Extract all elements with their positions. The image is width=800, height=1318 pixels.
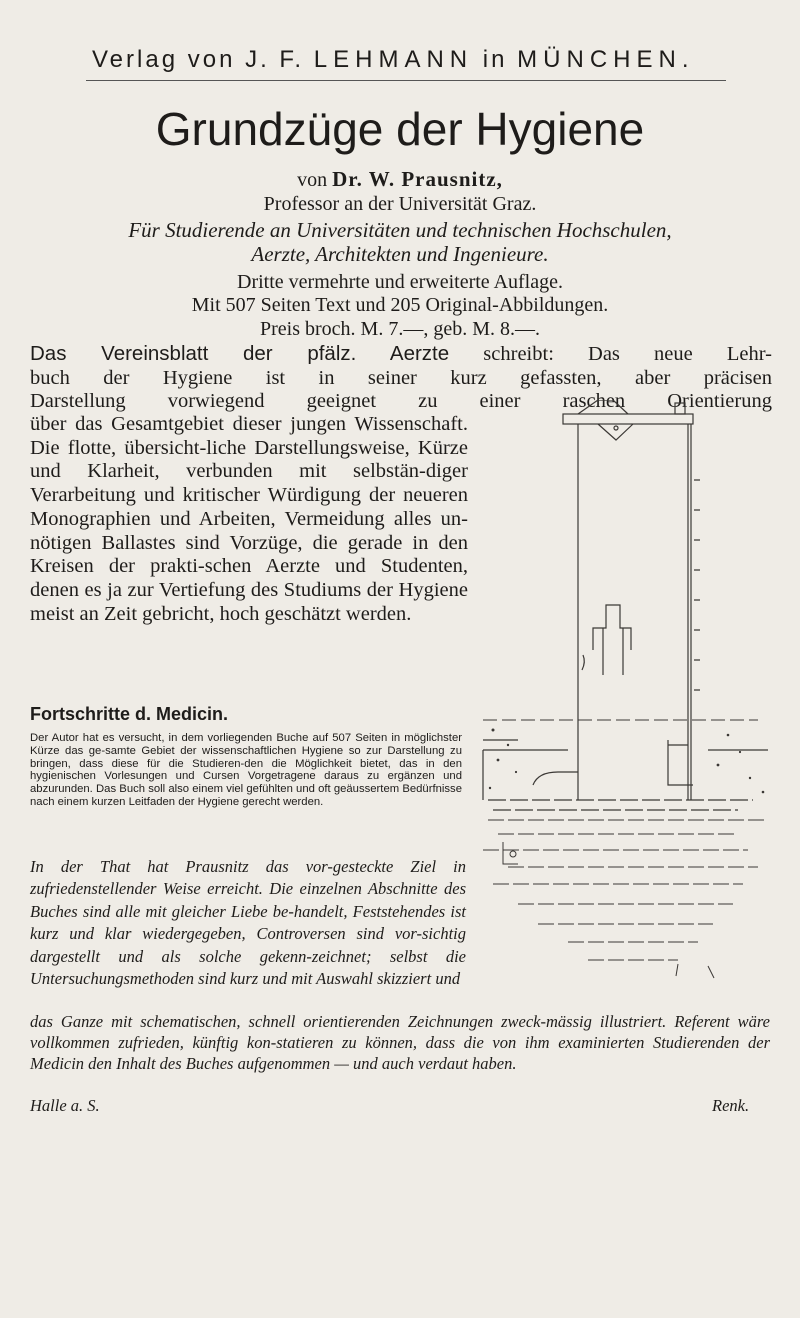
well-cover [563,414,693,424]
author-line [0,167,800,192]
well-opening [614,426,618,430]
book-title: Grundzüge der Hygiene [155,103,645,155]
review-1-source: Das Vereinsblatt der pfälz. Aerzte [30,342,450,365]
author-position: Professor an der Universität Graz. [263,193,537,215]
publisher-line [92,46,712,74]
publisher-rule [86,80,726,81]
review-1-body: über das Gesamtgebiet dieser jungen Wissenschaft. Die flotte, übersicht-liche Darstellungsweise, Kürze und Klarheit, verbunden mit selbstän-diger Verarbeitung und kritischer Würdigung der neueren Monographien und Arbeiten, Vermeidung alles un-nötigen Ballastes sind Vorzüge, die gerade in den Kreisen der prakti-schen Aerzte und Studenten, denen es ja zur Vertiefung des Studiums der Hygiene meist an Zeit gebricht, hoch geschätzt werden. [30,413,468,625]
gravel-dots [489,729,765,794]
strata-marker-dot [510,851,516,857]
author-prefix: von [297,169,328,191]
pages-line: Mit 507 Seiten Text und 205 Original-Abbildungen. [191,294,609,316]
review-2-place: Halle a. S. [30,1096,100,1115]
review-1-line3: Darstellung vorwiegend geeignet zu einer raschen Orientierung [30,390,772,413]
publisher-name: LEHMANN [313,46,474,73]
pipe-label-mark [582,655,584,670]
price-line: Preis broch. M. 7.—, geb. M. 8.—. [260,318,540,340]
strata-lines [483,820,768,960]
water-strata [488,800,753,810]
strata-lower-icon [478,812,778,982]
audience-line-2: Aerzte, Architekten und Ingenieure. [251,242,549,266]
right-chamber [668,740,693,785]
publisher-city: MÜNCHEN. [517,46,695,73]
author-name: Dr. W. Prausnitz, [332,167,503,191]
review-2-signature: Renk. [712,1096,750,1115]
review-2-source: Fortschritte d. Medicin. [30,704,229,724]
pump-coupling [593,605,631,650]
publisher-prefix: Verlag von J. F. [92,46,305,73]
audience-line-1: Für Studierende an Universitäten und technischen Hochschulen, [128,218,672,242]
well-vent [675,403,685,414]
well-cross-section-icon [478,400,768,820]
left-chamber-curve [533,772,578,785]
masonry-marks [694,480,700,690]
ground-line [483,750,768,800]
well-dome [578,400,628,414]
review-1-line1: schreibt: Das neue Lehr- [483,343,772,365]
review-2-italic-full: das Ganze mit schematischen, schnell orientierenden Zeichnungen zweck-mässig illustriert. Referent wäre vollkommen zufrieden, künftig kon-statieren zu können, dass die von ihm examinierten Studierenden der Medicin den Inhalt des Buches aufgenommen — und auch verdaut haben. [30,1012,770,1073]
review-2-body: Der Autor hat es versucht, in dem vorliegenden Buche auf 507 Seiten in möglichster Kürze das ge-samte Gebiet der wissenschaftlichen Hygiene so zur Darstellung zu bringen, dass diese für die Studieren-den die Möglichkeit bietet, das in den hygienischen Vorlesungen und Cursen Vorgetragene daraus zu ergänzen und abzurunden. Das Buch soll also einem viel gefühlten und oft geäussertem Bedürfnisse nach einem kurzen Leitfaden der Hygiene gerecht werden. [30,732,462,808]
review-1-line2: buch der Hygiene ist in seiner kurz gefassten, aber präcisen [30,366,772,389]
review-2-italic-column: In der That hat Prausnitz das vor-gesteckte Ziel in zufriedenstellender Weise erreicht. Die einzelnen Abschnitte des Buches sind alle mit gleicher Liebe be-handelt, Feststehendes ist kurz und klar wiedergegeben, Controversen sind vor-sichtig dargestellt und als solche gekenn-zeichnet; selbst die Untersuchungsmethoden sind kurz und mit Auswahl skizziert und [30,857,466,989]
publisher-mid: in [482,46,508,73]
edition-line: Dritte vermehrte und erweiterte Auflage. [237,271,563,293]
strata-cracks [676,964,714,978]
